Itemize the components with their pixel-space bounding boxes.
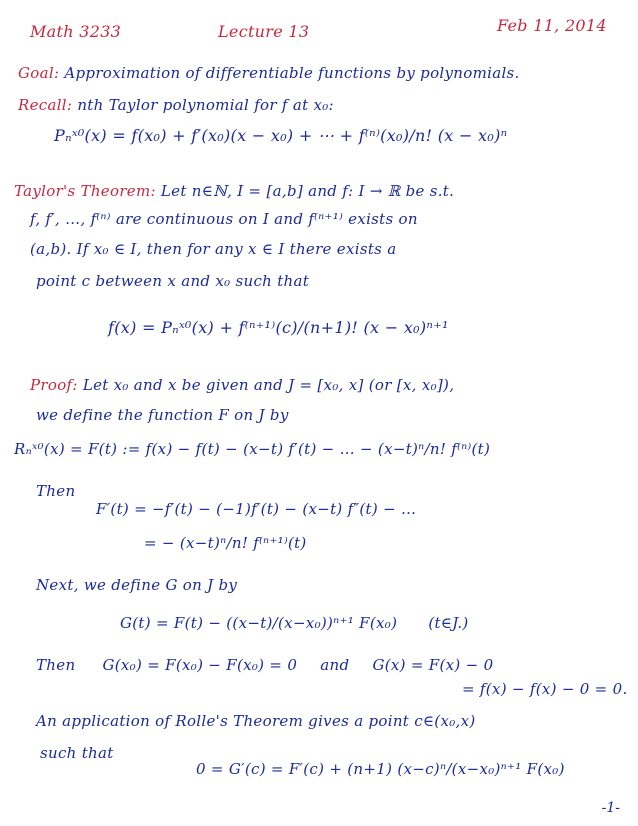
goal-text: Approximation of differentiable functions by polynomials. [64, 64, 520, 82]
recall-label: Recall: [18, 96, 73, 114]
theorem-line-2: f, f′, …, f⁽ⁿ⁾ are continuous on I and f⁽ⁿ⁺¹⁾ exists on [30, 210, 418, 228]
lecture-date: Feb 11, 2014 [497, 16, 607, 35]
G-at-x0: G(x₀) = F(x₀) − F(x₀) = 0 [102, 656, 298, 674]
final-equation: 0 = G′(c) = F′(c) + (n+1) (x−c)ⁿ/(x−x₀)ⁿ⁺¹ F(x₀) [196, 760, 565, 778]
recall-text: nth Taylor polynomial for f at x₀: [77, 96, 334, 114]
derivative-line-1: F′(t) = −f′(t) − (−1)f′(t) − (x−t) f″(t) − … [96, 500, 417, 518]
theorem-text-1: Let n∈ℕ, I = [a,b] and f: I → ℝ be s.t. [160, 182, 455, 200]
G-definition [120, 614, 469, 632]
goal-line [18, 64, 520, 82]
course-title: Math 3233 [30, 22, 122, 41]
then-label-2: Then [36, 656, 76, 674]
rolle-line-2: such that [40, 744, 114, 762]
G-definition-domain: (t∈J.) [428, 614, 469, 632]
recall-line [18, 96, 334, 114]
derivative-line-2: = − (x−t)ⁿ/n! f⁽ⁿ⁺¹⁾(t) [144, 534, 307, 552]
then-label-1: Then [36, 482, 76, 500]
theorem-line-4: point c between x and x₀ such that [36, 272, 310, 290]
lecture-number: Lecture 13 [218, 22, 310, 41]
and-label: and [320, 656, 350, 674]
taylor-polynomial-formula: Pₙˣ⁰(x) = f(x₀) + f′(x₀)(x − x₀) + ⋯ + f⁽ⁿ⁾(x₀)/n! (x − x₀)ⁿ [54, 126, 508, 145]
theorem-label: Taylor's Theorem: [14, 182, 156, 200]
proof-line-2: we define the function F on J by [36, 406, 289, 424]
theorem-line-3: (a,b). If x₀ ∈ I, then for any x ∈ I there exists a [30, 240, 397, 258]
G-at-x: G(x) = F(x) − 0 [372, 656, 494, 674]
then-line-2 [36, 656, 493, 674]
G-at-x-simplified: = f(x) − f(x) − 0 = 0. [462, 680, 628, 698]
proof-label: Proof: [30, 376, 78, 394]
proof-line-1 [30, 376, 454, 394]
rolle-line-1: An application of Rolle's Theorem gives a point c∈(x₀,x) [36, 712, 476, 730]
proof-text-1: Let x₀ and x be given and J = [x₀, x] (or [x, x₀]), [82, 376, 455, 394]
theorem-line-1 [14, 182, 454, 200]
G-definition-formula: G(t) = F(t) − ((x−t)/(x−x₀))ⁿ⁺¹ F(x₀) [120, 614, 398, 632]
next-define-line: Next, we define G on J by [36, 576, 238, 594]
taylor-theorem-formula: f(x) = Pₙˣ⁰(x) + f⁽ⁿ⁺¹⁾(c)/(n+1)! (x − x₀)ⁿ⁺¹ [108, 318, 449, 337]
page-number: -1- [601, 800, 620, 816]
remainder-definition: Rₙˣ⁰(x) = F(t) := f(x) − f(t) − (x−t) f′(t) − … − (x−t)ⁿ/n! f⁽ⁿ⁾(t) [14, 440, 491, 458]
goal-label: Goal: [18, 64, 60, 82]
